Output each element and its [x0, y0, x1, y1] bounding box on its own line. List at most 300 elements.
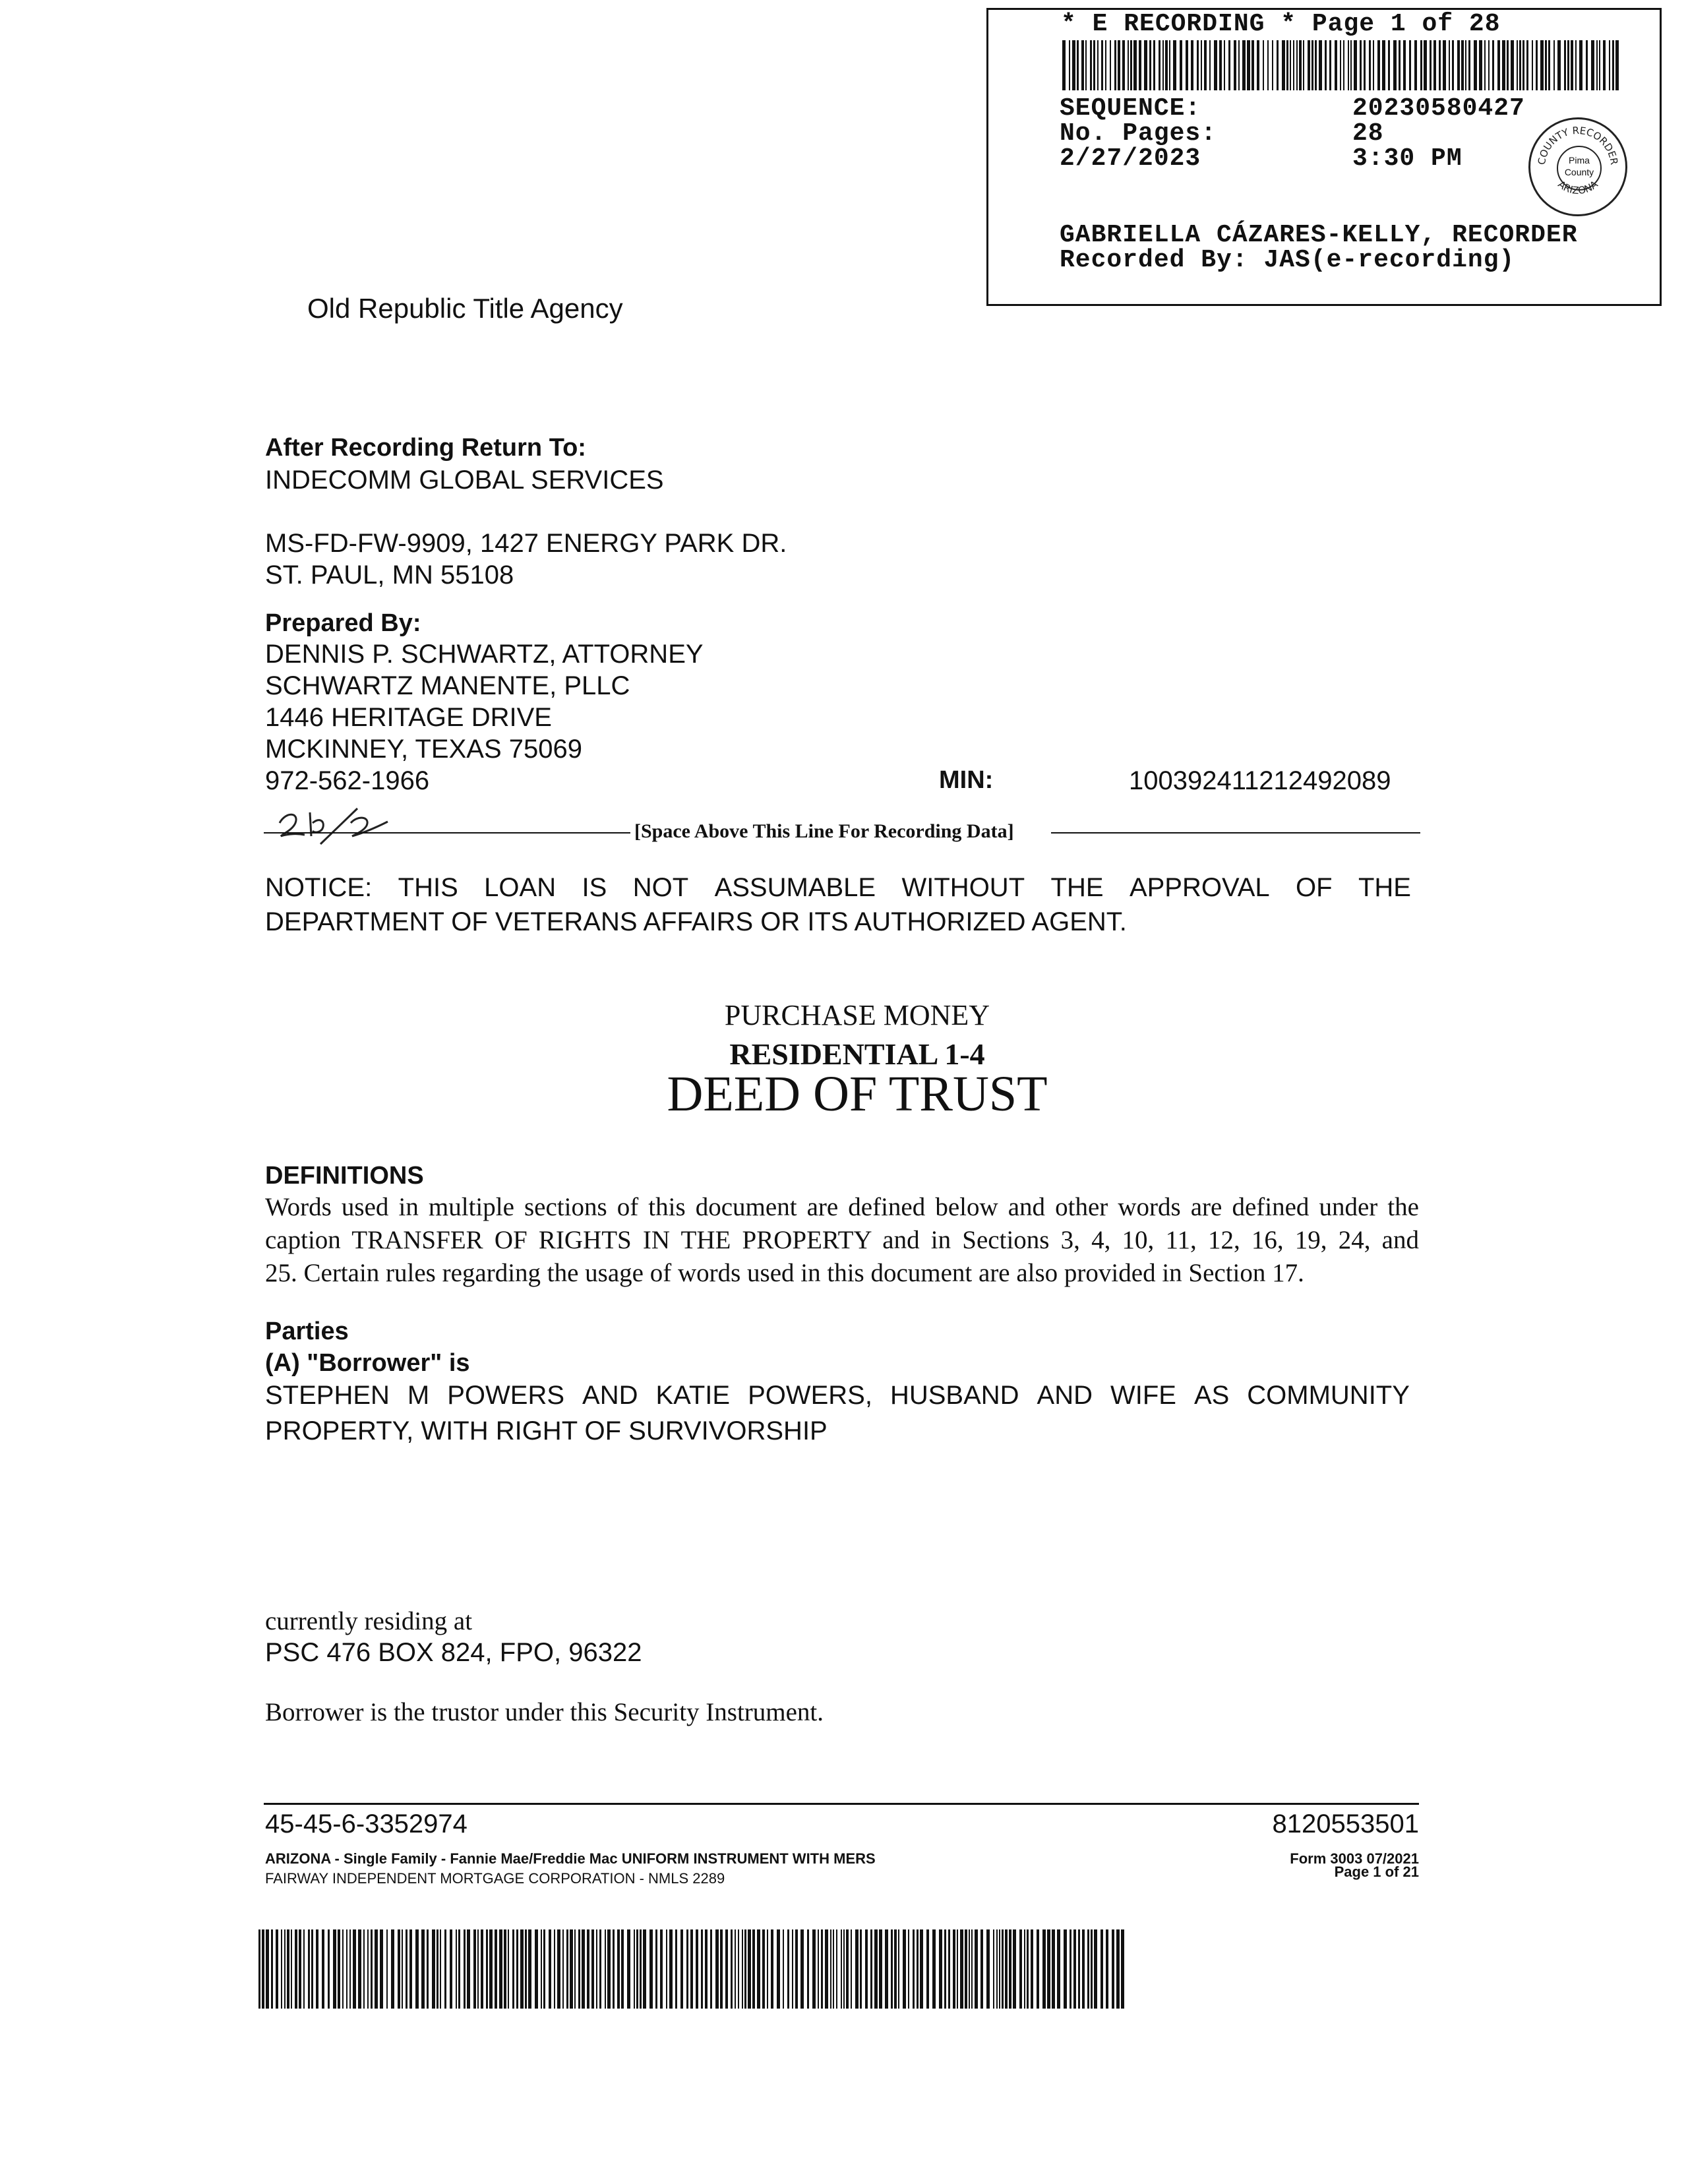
barcode-bar [1087, 1929, 1089, 2009]
barcode-bar [1420, 40, 1422, 90]
footer-left-number: 45-45-6-3352974 [265, 1809, 467, 1838]
barcode-bar [591, 1929, 594, 2009]
barcode-bar [1153, 40, 1155, 90]
barcode-bar [1335, 40, 1337, 90]
footer-right-number: 8120553501 [1272, 1809, 1419, 1838]
barcode-bar [1091, 1929, 1093, 2009]
barcode-bar [512, 1929, 514, 2009]
barcode-bar [836, 1929, 837, 2009]
handwritten-initials [272, 803, 404, 851]
barcode-bar [996, 1929, 998, 2009]
barcode-bar [311, 1929, 313, 2009]
barcode-bar [865, 1929, 868, 2009]
barcode-bar [1282, 40, 1285, 90]
notice-word: OF [1296, 873, 1333, 902]
barcode-bar [1139, 40, 1141, 90]
barcode-bar [1037, 1929, 1039, 2009]
barcode-bar [1116, 1929, 1120, 2009]
barcode-bar [1532, 40, 1533, 90]
barcode-bar [525, 1929, 527, 2009]
barcode-bar [944, 1929, 946, 2009]
barcode-bar [926, 1929, 929, 2009]
barcode-bar [1615, 40, 1619, 90]
barcode-bar [1329, 40, 1331, 90]
seal-center-line1: Pima [1569, 155, 1590, 166]
barcode-bar [1070, 1929, 1071, 2009]
barcode-bar [860, 1929, 862, 2009]
barcode-bar [1069, 40, 1070, 90]
barcode-bar [843, 1929, 845, 2009]
barcode-bar [1228, 40, 1230, 90]
barcode-bar [1596, 40, 1598, 90]
barcode-bar [1465, 40, 1466, 90]
barcode-bar [477, 1929, 479, 2009]
barcode-bar [415, 1929, 419, 2009]
barcode-bar [489, 1929, 493, 2009]
barcode-bar [833, 1929, 834, 2009]
barcode-bar [725, 1929, 728, 2009]
barcode-bar [349, 1929, 351, 2009]
barcode-bar [932, 1929, 936, 2009]
barcode-bar [543, 1929, 545, 2009]
borrower-label: (A) "Borrower" is [265, 1349, 470, 1377]
barcode-bar [528, 1929, 531, 2009]
barcode-bar [1449, 40, 1450, 90]
barcode-bar [643, 1929, 646, 2009]
barcode-bar [1564, 40, 1566, 90]
barcode-bar [1078, 1929, 1080, 2009]
barcode-bar [338, 1929, 340, 2009]
notice-word: THE [1050, 873, 1104, 902]
barcode-bar [1110, 40, 1111, 90]
barcode-bar [1603, 40, 1606, 90]
barcode-bar [1052, 1929, 1055, 2009]
barcode-bar [1062, 40, 1066, 90]
barcode-bar [346, 1929, 347, 2009]
notice-word: WITHOUT [901, 873, 1025, 902]
barcode-bar [1536, 40, 1538, 90]
barcode-bar [1377, 40, 1380, 90]
barcode-bar [1064, 1929, 1067, 2009]
barcode-bar [1319, 40, 1322, 90]
barcode-bar [266, 1929, 269, 2009]
prepared-by-line-3: 1446 HERITAGE DRIVE [265, 703, 552, 732]
barcode-bar [1106, 1929, 1108, 2009]
barcode-bar [1308, 40, 1310, 90]
barcode-bar [1042, 1929, 1046, 2009]
barcode-bar [1077, 40, 1079, 90]
barcode-bar [1097, 40, 1099, 90]
recorded-by: Recorded By: JAS(e-recording) [1060, 246, 1515, 274]
barcode-bar [421, 1929, 425, 2009]
barcode-bar [710, 1929, 712, 2009]
barcode-bar [1002, 1929, 1004, 2009]
barcode-bar [308, 1929, 310, 2009]
seal-center [1557, 146, 1602, 191]
notice-word: IS [582, 873, 607, 902]
barcode-bar [1299, 40, 1302, 90]
min-value: 100392411212492089 [1129, 766, 1391, 795]
definitions-heading: DEFINITIONS [265, 1162, 424, 1190]
trustor-note: Borrower is the trustor under this Security Instrument. [265, 1698, 824, 1726]
return-to-heading: After Recording Return To: [265, 434, 586, 462]
barcode-bar [1325, 40, 1327, 90]
barcode-bar [735, 1929, 736, 2009]
barcode-bar [1238, 40, 1240, 90]
seal-center-line2: County [1564, 167, 1594, 177]
barcode-bar [1526, 40, 1528, 90]
barcode-bar [846, 1929, 849, 2009]
form-description: ARIZONA - Single Family - Fannie Mae/Freddie Mac UNIFORM INSTRUMENT WITH MERS [265, 1850, 876, 1867]
barcode-bar [1354, 40, 1357, 90]
barcode-bar [1519, 40, 1521, 90]
barcode-bar [1105, 40, 1106, 90]
barcode-bar [570, 1929, 573, 2009]
barcode-bar [1612, 40, 1614, 90]
barcode-bar [1057, 1929, 1060, 2009]
barcode-bar [640, 1929, 642, 2009]
barcode-bar [1133, 40, 1137, 90]
barcode-bar [744, 1929, 746, 2009]
borrower-word: AS [1193, 1381, 1230, 1410]
footer-rule [264, 1803, 1419, 1805]
barcode-bar [1488, 40, 1490, 90]
barcode-bar [634, 1929, 635, 2009]
barcode-bar [557, 1929, 560, 2009]
document-barcode [258, 1929, 1128, 2009]
barcode-bar [636, 1929, 638, 2009]
notice-word: NOTICE: [265, 873, 373, 902]
barcode-bar [605, 1929, 606, 2009]
barcode-bar [1545, 40, 1547, 90]
barcode-bar [948, 1929, 950, 2009]
barcode-bar [1403, 40, 1406, 90]
barcode-bar [898, 1929, 899, 2009]
barcode-bar [705, 1929, 708, 2009]
barcode-bar [800, 1929, 804, 2009]
barcode-bar [1081, 40, 1084, 90]
borrower-word: WIFE [1110, 1381, 1176, 1410]
barcode-bar [1118, 40, 1120, 90]
borrower-word: KATIE [655, 1381, 731, 1410]
seal-top-text: COUNTY RECORDER [1535, 124, 1621, 166]
barcode-bar [1567, 40, 1569, 90]
prepared-by-line-2: SCHWARTZ MANENTE, PLLC [265, 671, 630, 700]
barcode-bar [1586, 40, 1588, 90]
barcode-bar [409, 1929, 412, 2009]
barcode-bar [731, 1929, 733, 2009]
barcode-bar [825, 1929, 828, 2009]
barcode-bar [701, 1929, 703, 2009]
barcode-bar [1180, 40, 1183, 90]
residing-label: currently residing at [265, 1607, 473, 1635]
barcode-bar [1388, 40, 1390, 90]
barcode-bar [874, 1929, 878, 2009]
barcode-bar [1303, 40, 1304, 90]
barcode-bar [1224, 40, 1225, 90]
min-label: MIN: [939, 766, 994, 794]
barcode-bar [1575, 40, 1577, 90]
barcode-bar [467, 1929, 470, 2009]
barcode-bar [1492, 40, 1494, 90]
barcode-bar [1502, 40, 1505, 90]
barcode-bar [783, 1929, 784, 2009]
barcode-bar [1599, 40, 1600, 90]
barcode-bar [516, 1929, 518, 2009]
barcode-bar [752, 1929, 755, 2009]
barcode-bar [1209, 40, 1211, 90]
barcode-bar [1457, 40, 1460, 90]
barcode-bar [481, 1929, 483, 2009]
recording-date: 2/27/2023 [1060, 144, 1201, 173]
barcode-bar [333, 1929, 336, 2009]
barcode-bar [795, 1929, 798, 2009]
barcode-bar [402, 1929, 403, 2009]
barcode-bar [1130, 40, 1132, 90]
barcode-bar [1296, 40, 1298, 90]
barcode-bar [748, 1929, 751, 2009]
barcode-bar [660, 1929, 663, 2009]
barcode-bar [1293, 40, 1294, 90]
barcode-bar [1085, 40, 1087, 90]
definitions-line-2: caption TRANSFER OF RIGHTS IN THE PROPERTY and in Sections 3, 4, 10, 11, 12, 16, 19, 24, and [265, 1226, 1419, 1254]
barcode-bar [1257, 40, 1259, 90]
barcode-bar [1165, 40, 1168, 90]
barcode-bar [473, 1929, 476, 2009]
barcode-bar [328, 1929, 330, 2009]
barcode-bar [680, 1929, 683, 2009]
notice-word: ASSUMABLE [714, 873, 876, 902]
title-line-1: PURCHASE MONEY [724, 999, 990, 1031]
barcode-bar [957, 1929, 958, 2009]
pages-label: No. Pages: [1060, 119, 1217, 148]
barcode-bar [437, 1929, 438, 2009]
barcode-bar [1452, 40, 1454, 90]
barcode-bar [1409, 40, 1411, 90]
barcode-bar [903, 1929, 906, 2009]
barcode-bar [554, 1929, 555, 2009]
barcode-bar [720, 1929, 723, 2009]
barcode-bar [821, 1929, 823, 2009]
barcode-bar [913, 1929, 915, 2009]
barcode-bar [971, 1929, 973, 2009]
barcode-bar [1019, 1929, 1022, 2009]
barcode-bar [1277, 40, 1279, 90]
barcode-bar [380, 1929, 383, 2009]
barcode-bar [486, 1929, 488, 2009]
recording-header: * E RECORDING * Page 1 of 28 [1061, 10, 1501, 38]
barcode-bar [1027, 1929, 1029, 2009]
barcode-bar [1290, 40, 1291, 90]
barcode-bar [965, 1929, 967, 2009]
barcode-bar [960, 1929, 963, 2009]
borrower-word: M [407, 1381, 430, 1410]
barcode-bar [953, 1929, 955, 2009]
barcode-bar [1247, 40, 1250, 90]
barcode-bar [342, 1929, 344, 2009]
barcode-bar [504, 1929, 506, 2009]
barcode-bar [322, 1929, 324, 2009]
return-to-line-1: INDECOMM GLOBAL SERVICES [265, 466, 664, 495]
barcode-bar [1204, 40, 1207, 90]
barcode-bar [830, 1929, 831, 2009]
barcode-bar [1507, 40, 1509, 90]
notice-word: THIS [398, 873, 458, 902]
borrower-word: AND [582, 1381, 638, 1410]
barcode-bar [1114, 40, 1116, 90]
barcode-bar [1484, 40, 1486, 90]
barcode-bar [1399, 40, 1401, 90]
barcode-bar [908, 1929, 909, 2009]
document-title: DEED OF TRUST [667, 1066, 1048, 1122]
barcode-bar [1430, 40, 1432, 90]
barcode-bar [299, 1929, 301, 2009]
page-number: Page 1 of 21 [1334, 1864, 1419, 1880]
barcode-bar [986, 1929, 990, 2009]
borrower-word: COMMUNITY [1247, 1381, 1410, 1410]
definitions-line-3: 25. Certain rules regarding the usage of words used in this document are also provided in Section 17. [265, 1259, 1304, 1287]
borrower-word: STEPHEN [265, 1381, 390, 1410]
barcode-bar [587, 1929, 589, 2009]
barcode-bar [375, 1929, 378, 2009]
barcode-bar [885, 1929, 888, 2009]
barcode-bar [440, 1929, 441, 2009]
barcode-bar [458, 1929, 460, 2009]
barcode-bar [432, 1929, 435, 2009]
barcode-bar [939, 1929, 942, 2009]
notice-word: NOT [632, 873, 689, 902]
barcode-bar [574, 1929, 576, 2009]
title-agency: Old Republic Title Agency [307, 293, 623, 324]
barcode-bar [1093, 40, 1095, 90]
barcode-bar [367, 1929, 369, 2009]
barcode-bar [851, 1929, 853, 2009]
barcode-bar [1360, 40, 1362, 90]
barcode-bar [284, 1929, 286, 2009]
barcode-bar [1219, 40, 1222, 90]
barcode-bar [1609, 40, 1610, 90]
barcode-bar [535, 1929, 538, 2009]
barcode-bar [599, 1929, 601, 2009]
barcode-bar [450, 1929, 452, 2009]
barcode-bar [1214, 40, 1217, 90]
recording-line-left [264, 832, 630, 834]
barcode-bar [1443, 40, 1446, 90]
barcode-bar [696, 1929, 698, 2009]
barcode-bar [1433, 40, 1436, 90]
barcode-bar [398, 1929, 400, 2009]
barcode-bar [818, 1929, 819, 2009]
borrower-line-1 [265, 1378, 1410, 1412]
barcode-bar [666, 1929, 667, 2009]
county-seal [1528, 117, 1627, 216]
barcode-bar [291, 1929, 292, 2009]
barcode-bar [1479, 40, 1482, 90]
barcode-bar [1186, 40, 1188, 90]
barcode-bar [464, 1929, 466, 2009]
seal-bottom-text: ARIZONA [1555, 178, 1600, 197]
return-to-line-2: MS-FD-FW-9909, 1427 ENERGY PARK DR. [265, 529, 787, 558]
barcode-bar [1101, 40, 1103, 90]
recording-barcode [1062, 40, 1621, 90]
barcode-bar [627, 1929, 630, 2009]
barcode-bar [276, 1929, 278, 2009]
borrower-word: POWERS [447, 1381, 565, 1410]
barcode-bar [281, 1929, 282, 2009]
barcode-bar [1173, 40, 1176, 90]
barcode-bar [1369, 40, 1371, 90]
barcode-bar [1073, 1929, 1076, 2009]
barcode-bar [1267, 40, 1269, 90]
barcode-bar [1591, 40, 1594, 90]
barcode-bar [358, 1929, 361, 2009]
barcode-bar [1094, 1929, 1097, 2009]
barcode-bar [686, 1929, 688, 2009]
barcode-bar [386, 1929, 388, 2009]
barcode-bar [1286, 40, 1288, 90]
notice-line-1 [265, 870, 1411, 905]
barcode-bar [1024, 1929, 1025, 2009]
barcode-bar [1169, 40, 1170, 90]
barcode-bar [444, 1929, 446, 2009]
barcode-bar [649, 1929, 653, 2009]
barcode-bar [1373, 40, 1374, 90]
borrower-word: AND [1037, 1381, 1093, 1410]
barcode-bar [1511, 40, 1514, 90]
barcode-bar [1517, 40, 1518, 90]
barcode-bar [613, 1929, 615, 2009]
barcode-bar [1343, 40, 1344, 90]
barcode-bar [993, 1929, 994, 2009]
barcode-bar [1251, 40, 1254, 90]
barcode-bar [1571, 40, 1573, 90]
barcode-bar [1242, 40, 1246, 90]
barcode-bar [621, 1929, 624, 2009]
barcode-bar [1090, 40, 1092, 90]
barcode-bar [1393, 40, 1397, 90]
barcode-bar [975, 1929, 978, 2009]
barcode-bar [541, 1929, 542, 2009]
barcode-bar [287, 1929, 289, 2009]
barcode-bar [271, 1929, 273, 2009]
barcode-bar [1005, 1929, 1008, 2009]
barcode-bar [1047, 1929, 1050, 2009]
space-above-label: [Space Above This Line For Recording Data] [634, 820, 1014, 842]
prepared-by-line-1: DENNIS P. SCHWARTZ, ATTORNEY [265, 640, 704, 669]
barcode-bar [391, 1929, 394, 2009]
barcode-bar [1522, 40, 1524, 90]
barcode-bar [582, 1929, 585, 2009]
barcode-bar [738, 1929, 739, 2009]
barcode-bar [917, 1929, 919, 2009]
barcode-bar [855, 1929, 859, 2009]
barcode-bar [303, 1929, 305, 2009]
barcode-bar [1128, 40, 1129, 90]
barcode-bar [1191, 40, 1193, 90]
barcode-bar [406, 1929, 407, 2009]
barcode-bar [767, 1929, 768, 2009]
borrower-line-2: PROPERTY, WITH RIGHT OF SURVIVORSHIP [265, 1416, 828, 1445]
barcode-bar [715, 1929, 719, 2009]
barcode-bar [807, 1929, 809, 2009]
barcode-bar [894, 1929, 897, 2009]
borrower-word: HUSBAND [889, 1381, 1019, 1410]
barcode-bar [1197, 40, 1199, 90]
notice-word: LOAN [484, 873, 557, 902]
barcode-bar [762, 1929, 765, 2009]
barcode-bar [1474, 40, 1477, 90]
barcode-bar [363, 1929, 365, 2009]
